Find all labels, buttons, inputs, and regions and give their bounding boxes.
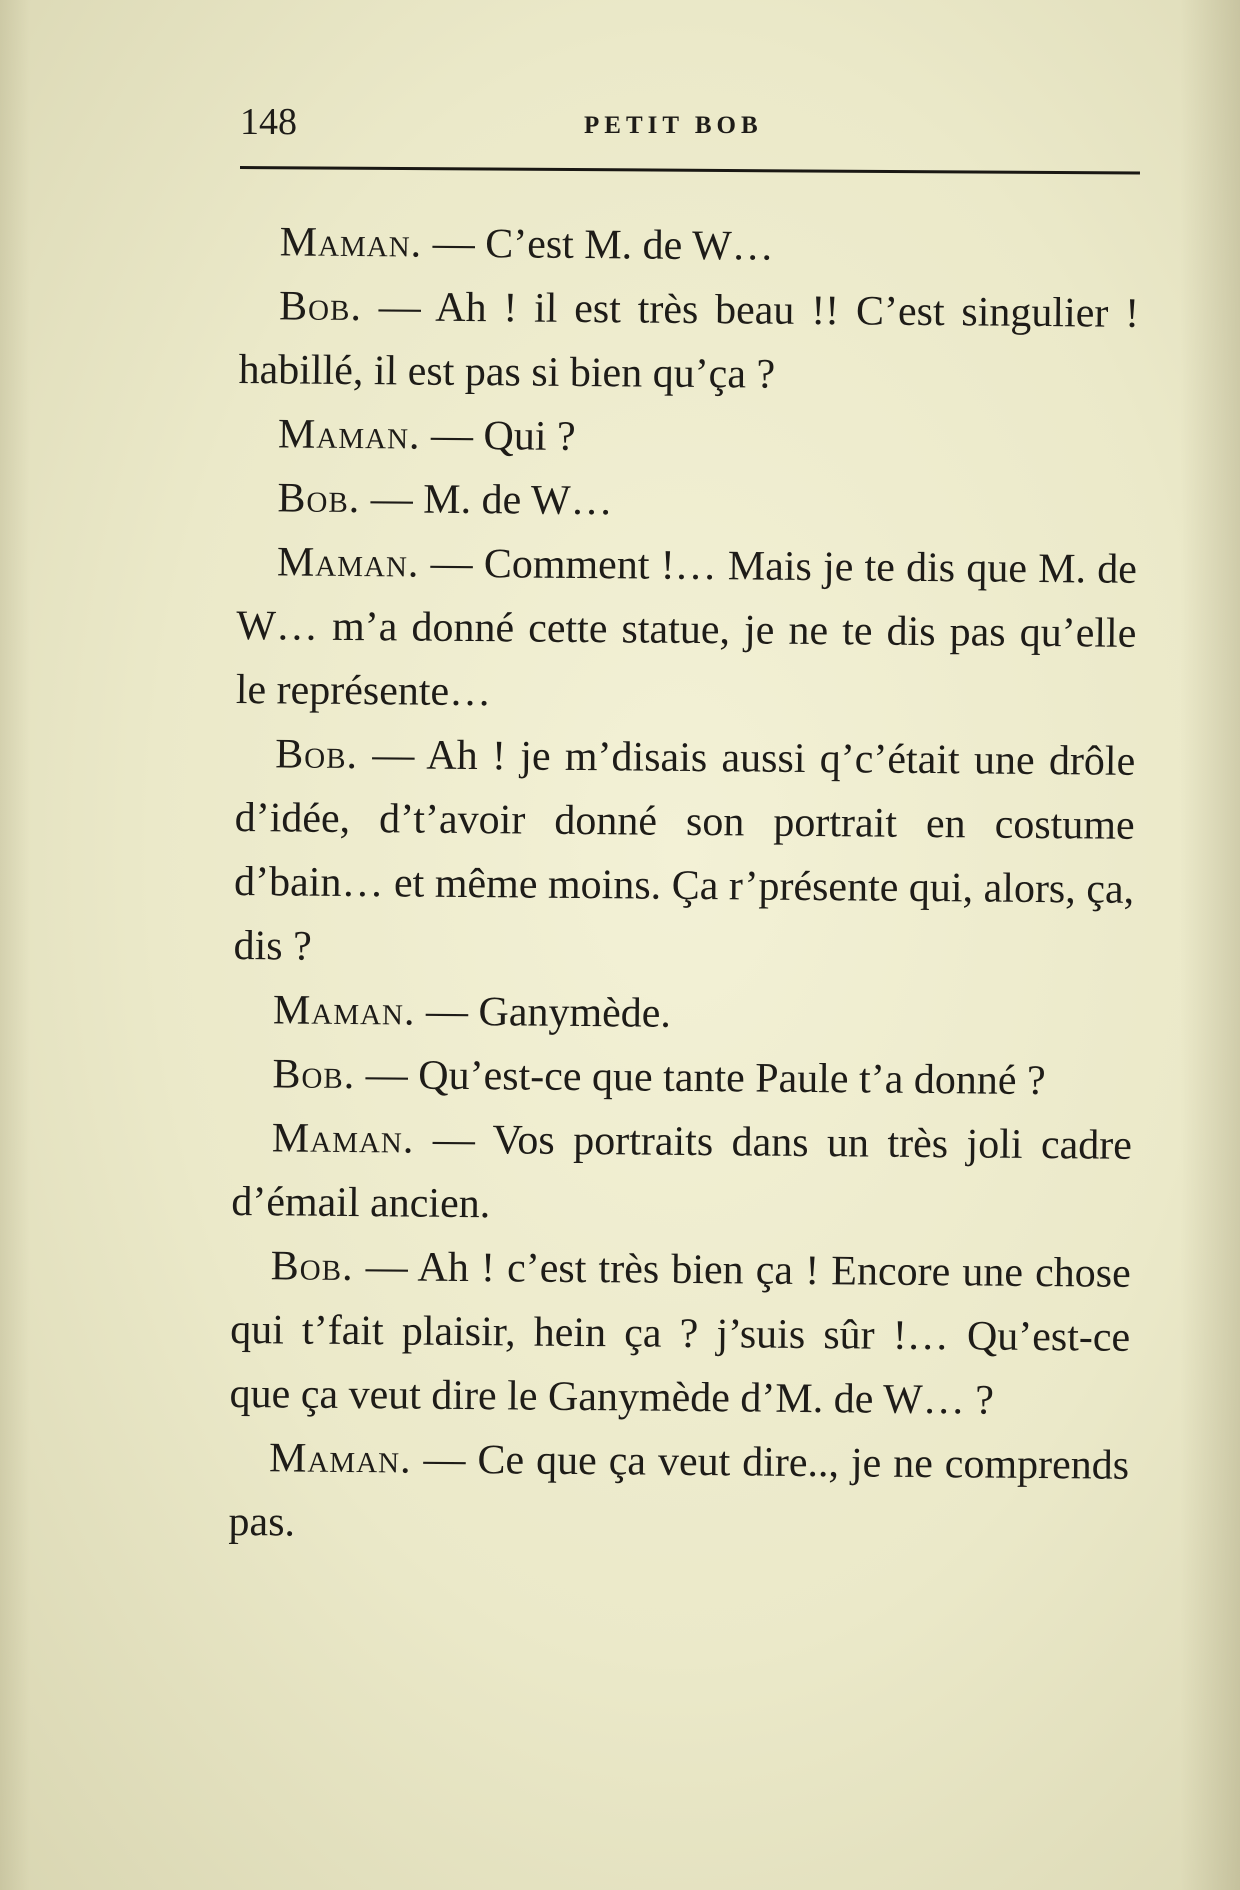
- running-title: PETIT BOB: [584, 112, 763, 139]
- speaker-name: Maman.: [279, 219, 423, 267]
- speaker-name: Maman.: [277, 411, 421, 459]
- dialogue-paragraph: [237, 466, 1138, 538]
- dialogue-paragraph: [233, 722, 1135, 986]
- speaker-name: Maman.: [276, 539, 420, 587]
- dialogue-line: — Ah ! je m’disais aussi q’c’était une drôle d’idée, d’t’avoir donné son portrait en costume d’bain… et même moins. Ça r’présente qui, alors, ça, dis ?: [233, 732, 1136, 970]
- dialogue-line: — Qui ?: [430, 412, 576, 460]
- dialogue-paragraph: [229, 1234, 1131, 1434]
- speaker-name: Bob.: [270, 1243, 354, 1291]
- header-rule: [240, 166, 1140, 174]
- dialogue-paragraph: [233, 978, 1134, 1050]
- dialogue-paragraph: [231, 1106, 1132, 1242]
- dialogue-paragraph: [236, 530, 1138, 730]
- speaker-name: Bob.: [277, 475, 361, 523]
- speaker-name: Maman.: [268, 1435, 412, 1483]
- dialogue-paragraph: [232, 1042, 1133, 1114]
- speaker-name: Bob.: [278, 283, 363, 331]
- dialogue-line: — Ganymède.: [425, 988, 672, 1037]
- dialogue-line: — Qu’est-ce que tante Paule t’a donné ?: [365, 1052, 1046, 1105]
- speaker-name: Bob.: [275, 731, 359, 779]
- dialogue-paragraph: [238, 402, 1139, 474]
- speaker-name: Bob.: [272, 1051, 356, 1099]
- dialogue-line: — Ah ! c’est très bien ça ! Encore une chose qui t’fait plaisir, hein ça ? j’suis sûr !… Qu’est-ce que ça veut dire le Ganymède d’M. de W… ?: [229, 1244, 1131, 1424]
- page-right-shadow: [1180, 0, 1240, 1890]
- speaker-name: Maman.: [272, 987, 416, 1035]
- page-number: 148: [240, 101, 297, 143]
- page-header: [240, 100, 1140, 160]
- dialogue-paragraph: [228, 1426, 1129, 1562]
- dialogue-line: — M. de W…: [370, 476, 613, 525]
- speaker-name: Maman.: [271, 1115, 415, 1163]
- dialogue-text: [228, 210, 1140, 1562]
- dialogue-line: — Ce que ça veut dire.., je ne comprends pas.: [228, 1436, 1130, 1546]
- dialogue-line: — Vos portraits dans un très joli cadre d’émail ancien.: [231, 1116, 1133, 1228]
- dialogue-line: — C’est M. de W…: [432, 220, 774, 270]
- page-left-shadow: [0, 0, 30, 1890]
- dialogue-line: — Comment !… Mais je te dis que M. de W… m’a donné cette statue, je ne te dis pas qu’elle le représente…: [235, 540, 1138, 716]
- dialogue-line: — Ah ! il est très beau !! C’est singulier ! habillé, il est pas si bien qu’ça ?: [238, 284, 1140, 398]
- dialogue-paragraph: [239, 210, 1140, 282]
- dialogue-paragraph: [238, 274, 1139, 410]
